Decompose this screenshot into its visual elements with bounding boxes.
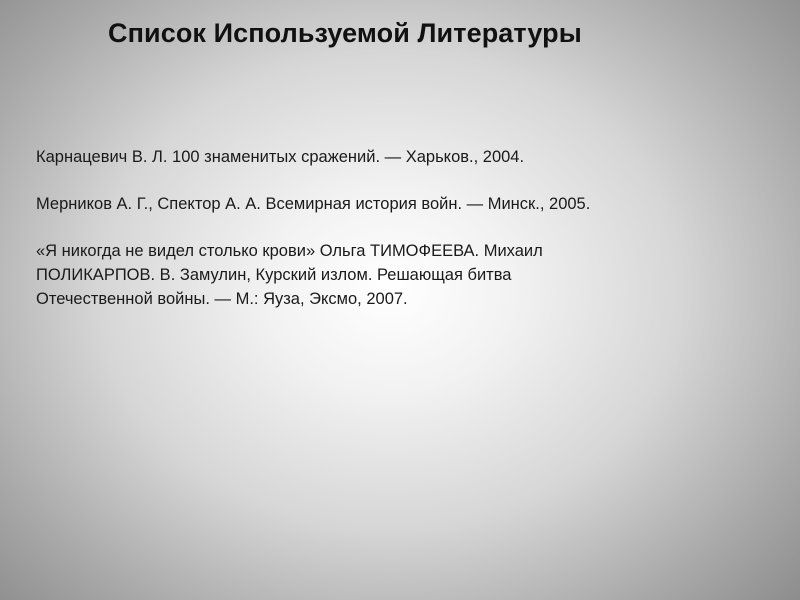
reference-item-2 (36, 192, 736, 216)
reference-line: ПОЛИКАРПОВ. В. Замулин, Курский излом. Решающая битва (36, 266, 512, 284)
page-title: Список Используемой Литературы (108, 18, 582, 48)
reference-item-3 (36, 239, 736, 311)
reference-line: Отечественной войны. — М.: Яуза, Эксмо, 2007. (36, 290, 408, 308)
reference-line: Мерников А. Г., Спектор А. А. Всемирная история войн. — Минск., 2005. (36, 195, 591, 213)
reference-item-1 (36, 145, 736, 169)
reference-list (36, 145, 736, 334)
reference-line: «Я никогда не видел столько крови» Ольга ТИМОФЕЕВА. Михаил (36, 242, 543, 260)
reference-line: Карнацевич В. Л. 100 знаменитых сражений. — Харьков., 2004. (36, 148, 525, 166)
